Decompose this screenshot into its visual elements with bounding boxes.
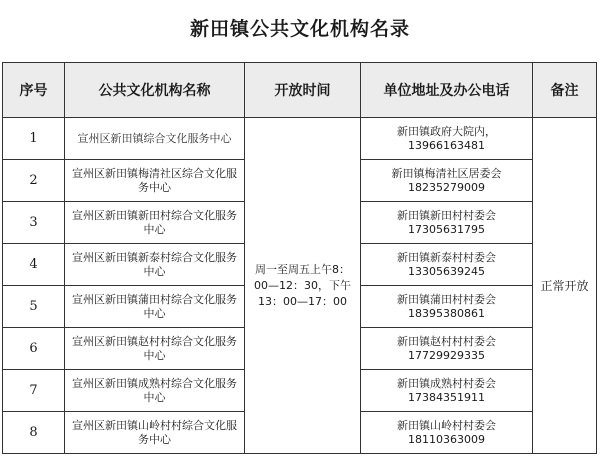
address-cell	[361, 160, 533, 202]
address-cell	[361, 328, 533, 370]
phone: 13305639245	[408, 264, 485, 278]
address-cell	[361, 202, 533, 244]
address: 新田镇成熟村村委会	[397, 376, 496, 390]
address-cell	[361, 244, 533, 286]
phone: 18110363009	[408, 432, 485, 446]
institution-name: 宣州区新田镇梅清社区综合文化服务中心	[65, 160, 245, 202]
directory-table	[2, 62, 597, 454]
opening-hours: 周一至周五上午8：00—12：30，下午13：00—17：00	[245, 118, 361, 454]
row-number: 7	[3, 370, 65, 412]
phone: 17305631795	[408, 222, 485, 236]
header-row	[3, 63, 597, 118]
header-name: 公共文化机构名称	[65, 63, 245, 118]
row-number: 2	[3, 160, 65, 202]
row-number: 1	[3, 118, 65, 160]
institution-name: 宣州区新田镇成熟村综合文化服务中心	[65, 370, 245, 412]
header-num: 序号	[3, 63, 65, 118]
row-number: 8	[3, 412, 65, 454]
note-cell: 正常开放	[533, 118, 597, 454]
address: 新田镇新泰村村委会	[397, 250, 496, 264]
table-row	[3, 118, 597, 160]
address: 新田镇梅清社区居委会	[391, 166, 502, 180]
address-cell	[361, 286, 533, 328]
institution-name: 宣州区新田镇新泰村综合文化服务中心	[65, 244, 245, 286]
page-title: 新田镇公共文化机构名录	[189, 18, 410, 40]
address: 新田镇政府大院内，	[397, 124, 496, 138]
institution-name: 宣州区新田镇赵村村综合文化服务中心	[65, 328, 245, 370]
address: 新田镇赵村村村委会	[397, 334, 496, 348]
row-number: 4	[3, 244, 65, 286]
address: 新田镇山岭村村委会	[397, 418, 496, 432]
row-number: 3	[3, 202, 65, 244]
header-note: 备注	[533, 63, 597, 118]
institution-name: 宣州区新田镇山岭村村综合文化服务中心	[65, 412, 245, 454]
institution-name: 宣州区新田镇蒲田村综合文化服务中心	[65, 286, 245, 328]
phone: 13966163481	[408, 138, 485, 152]
address-cell	[361, 370, 533, 412]
row-number: 6	[3, 328, 65, 370]
phone: 17384351911	[408, 390, 485, 404]
row-number: 5	[3, 286, 65, 328]
header-hours: 开放时间	[245, 63, 361, 118]
institution-name: 宣州区新田镇综合文化服务中心	[65, 118, 245, 160]
header-address: 单位地址及办公电话	[361, 63, 533, 118]
phone: 17729929335	[408, 348, 485, 362]
address-cell	[361, 412, 533, 454]
institution-name: 宣州区新田镇新田村综合文化服务中心	[65, 202, 245, 244]
address-cell	[361, 118, 533, 160]
address: 新田镇新田村村委会	[397, 208, 496, 222]
phone: 18235279009	[408, 180, 485, 194]
phone: 18395380861	[408, 306, 485, 320]
address: 新田镇蒲田村村委会	[397, 292, 496, 306]
